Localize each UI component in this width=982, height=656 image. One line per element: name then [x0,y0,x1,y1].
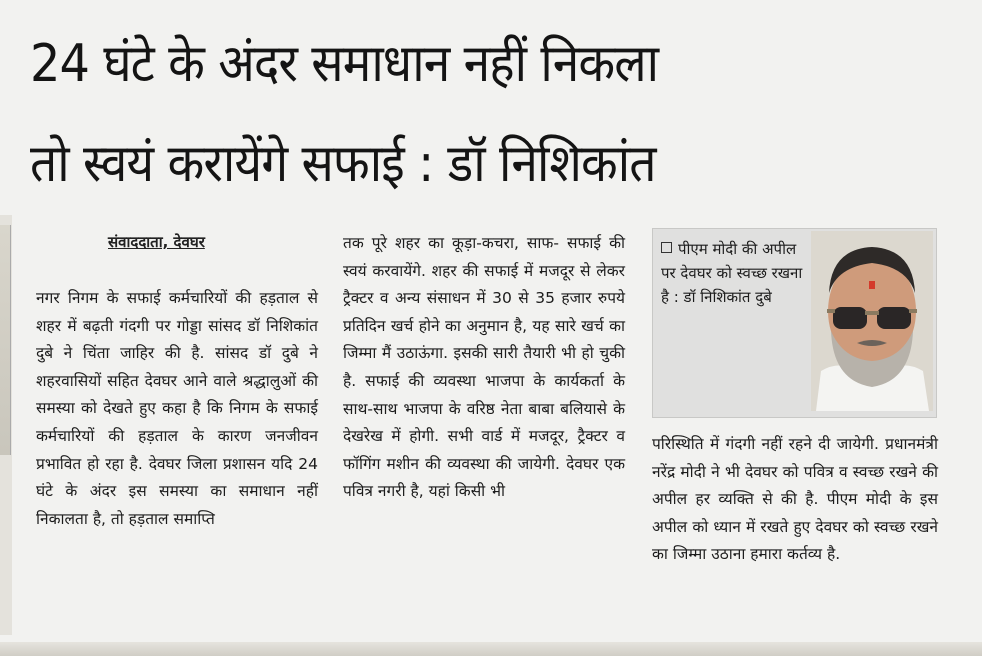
adjacent-photo-edge [0,225,11,455]
adjacent-column-edge [0,215,12,635]
headline [30,14,960,214]
portrait-illustration [811,231,933,411]
quote-text: पीएम मोदी की अपील पर देवघर को स्वच्छ रखना है : डॉ निशिकांत दुबे [661,240,803,306]
next-article-edge [0,642,982,656]
article-column-2: तक पूरे शहर का कूड़ा-कचरा, साफ- सफाई की स्वयं करवायेंगे. शहर की सफाई में मजदूर से लेकर ट्रैक्टर व अन्य संसाधन में 30 से 35 हजार रुपये प्रतिदिन खर्च होने का अनुमान है, यह सारे खर्च का जिम्मा मैं उठाऊंगा. इसकी सारी तैयारी भी हो चुकी है. सफाई की व्यवस्था भाजपा के कार्यकर्ता के साथ-साथ भाजपा के वरिष्ठ नेता बाबा बलियासे के देखरेख में होगी. सभी वार्ड में मजदूर, ट्रैक्टर व फॉगिंग मशीन की व्यवस्था की जायेगी. देवघर एक पवित्र नगरी है, यहां किसी भी [343,234,625,501]
byline: संवाददाता, देवघर [108,233,205,251]
article-column-1: नगर निगम के सफाई कर्मचारियों की हड़ताल से शहर में बढ़ती गंदगी पर गोड्डा सांसद डॉ निशिकांत दुबे ने चिंता जाहिर की है. सांसद डॉ दुबे ने शहरवासियों सहित देवघर आने वाले श्रद्धालुओं की समस्या को देखते हुए कहा है कि निगम के सफाई कर्मचारियों की हड़ताल के कारण जनजीवन प्रभावित हो रहा है. देवघर जिला प्रशासन यदि 24 घंटे के अंदर इस समस्या का समाधान नहीं निकालता है, तो हड़ताल समाप्ति [36,289,318,528]
quote-box [652,228,937,418]
square-bullet-icon [661,242,672,253]
headline-line-1: 24 घंटे के अंदर समाधान नहीं निकला [30,34,659,94]
quote-text-block [661,237,811,309]
portrait-photo [811,231,933,411]
article-column-3: परिस्थिति में गंदगी नहीं रहने दी जायेगी. प्रधानमंत्री नरेंद्र मोदी ने भी देवघर को पवित्र व स्वच्छ रखने की अपील हर व्यक्ति से की है. पीएम मोदी के इस अपील को ध्यान में रखते हुए देवघर को स्वच्छ रखने का जिम्मा उठाना हमारा कर्तव्य है. [652,435,938,564]
headline-line-2: तो स्वयं करायेंगे सफाई : डॉ निशिकांत [30,134,656,194]
